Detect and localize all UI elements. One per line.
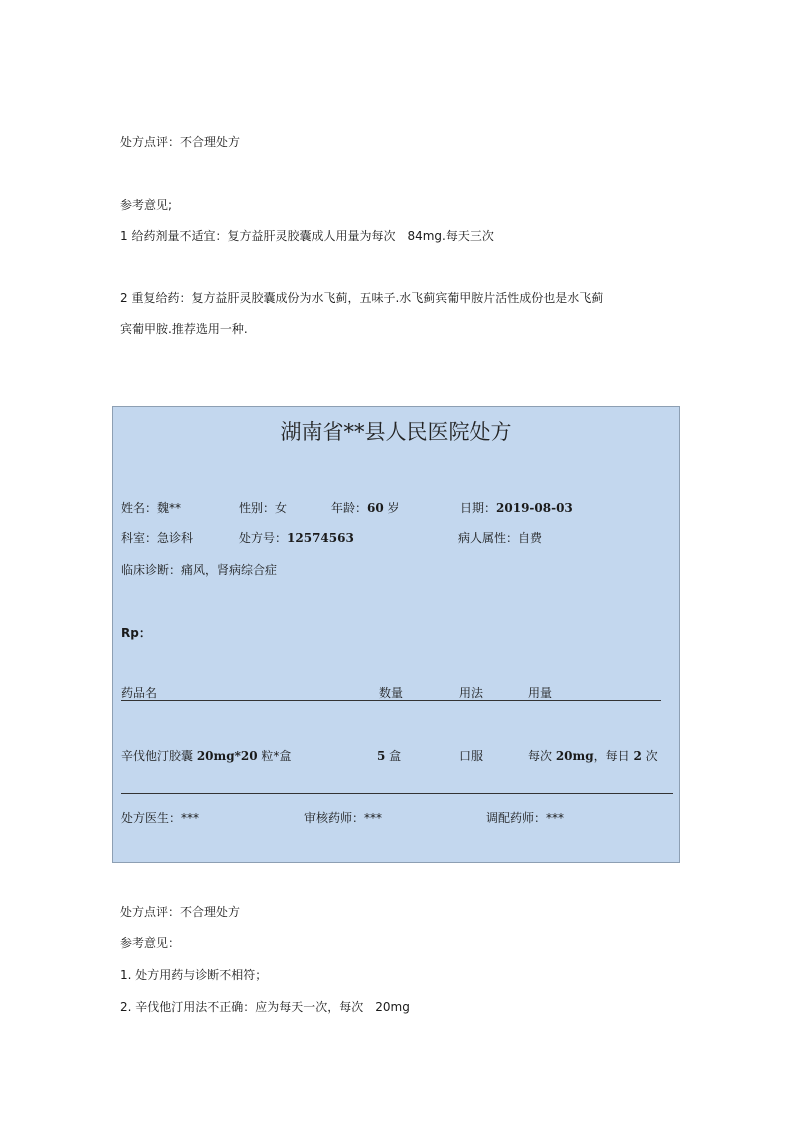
drug-quantity: [377, 748, 401, 764]
drug-dosage-suffix: 次: [641, 749, 658, 763]
department-value: 急诊科: [157, 531, 194, 545]
reviewing-pharmacist: 审核药师：***: [304, 811, 383, 825]
clinical-diagnosis: [121, 562, 277, 578]
drug-name-spec: 20mg*20: [196, 749, 258, 763]
drug-dosage: [528, 748, 658, 764]
header-underline: [121, 700, 661, 701]
reference-item-1: 1 给药剂量不适宜：复方益肝灵胶囊成人用量为每次 84mg.每天三次: [120, 229, 494, 243]
patient-age-unit: 岁: [383, 501, 400, 515]
reference-item-2-1: 1. 处方用药与诊断不相符；: [120, 968, 268, 982]
rp-label: Rp：: [121, 626, 151, 640]
patient-type-value: 自费: [518, 531, 543, 545]
patient-type: [458, 530, 542, 546]
review-verdict-2: 处方点评：不合理处方: [120, 905, 241, 919]
drug-dosage-mid: ，每日: [593, 749, 634, 763]
drug-name: [121, 748, 291, 764]
prescription-date-value: 2019-08-03: [496, 501, 573, 515]
patient-name-label: 姓名：: [121, 501, 158, 515]
drug-name-prefix: 辛伐他汀胶囊: [121, 749, 197, 763]
reference-item-2-2: 2. 辛伐他汀用法不正确：应为每天一次，每次 20mg: [120, 1000, 410, 1014]
prescription-number-value: 12574563: [287, 531, 354, 545]
prescription-number-label: 处方号：: [239, 531, 288, 545]
prescription-number: [239, 530, 354, 546]
dispensing-pharmacist: 调配药师：***: [486, 811, 565, 825]
column-quantity: 数量: [379, 686, 404, 700]
review-verdict: 处方点评：不合理处方: [120, 135, 241, 149]
clinical-diagnosis-label: 临床诊断：: [121, 563, 182, 577]
drug-dosage-prefix: 每次: [528, 749, 556, 763]
patient-age-value: 60: [367, 501, 384, 515]
department-label: 科室：: [121, 531, 158, 545]
column-usage: 用法: [459, 686, 484, 700]
clinical-diagnosis-value: 痛风，肾病综合症: [181, 563, 278, 577]
patient-gender-value: 女: [275, 501, 288, 515]
patient-name-value: 魏**: [157, 501, 182, 515]
patient-age-label: 年龄：: [331, 501, 368, 515]
drug-name-suffix: 粒*盒: [257, 749, 292, 763]
prescribing-doctor: 处方医生：***: [121, 811, 200, 825]
patient-name: [121, 500, 181, 516]
patient-gender-label: 性别：: [239, 501, 276, 515]
patient-age: [331, 500, 400, 516]
prescription-title: 湖南省**县人民医院处方: [280, 420, 512, 444]
drug-quantity-unit: 盒: [385, 749, 402, 763]
reference-item-2-line-2: 宾葡甲胺.推荐选用一种.: [120, 322, 248, 336]
drug-dosage-amount: 20mg: [555, 749, 594, 763]
prescription-date: [460, 500, 573, 516]
drug-quantity-number: 5: [377, 749, 386, 763]
column-drug-name: 药品名: [121, 686, 158, 700]
reference-heading-2: 参考意见：: [120, 936, 181, 950]
prescription-date-label: 日期：: [460, 501, 497, 515]
reference-heading: 参考意见;: [120, 198, 173, 212]
column-dosage: 用量: [528, 686, 553, 700]
footer-divider: [121, 793, 673, 794]
department: [121, 530, 193, 546]
prescription-card: [112, 406, 680, 863]
drug-usage: 口服: [459, 749, 484, 763]
patient-gender: [239, 500, 287, 516]
drug-dosage-frequency: 2: [633, 749, 642, 763]
reference-item-2-line-1: 2 重复给药：复方益肝灵胶囊成份为水飞蓟，五味子.水飞蓟宾葡甲胺片活性成份也是水飞蓟: [120, 291, 604, 305]
patient-type-label: 病人属性：: [458, 531, 519, 545]
